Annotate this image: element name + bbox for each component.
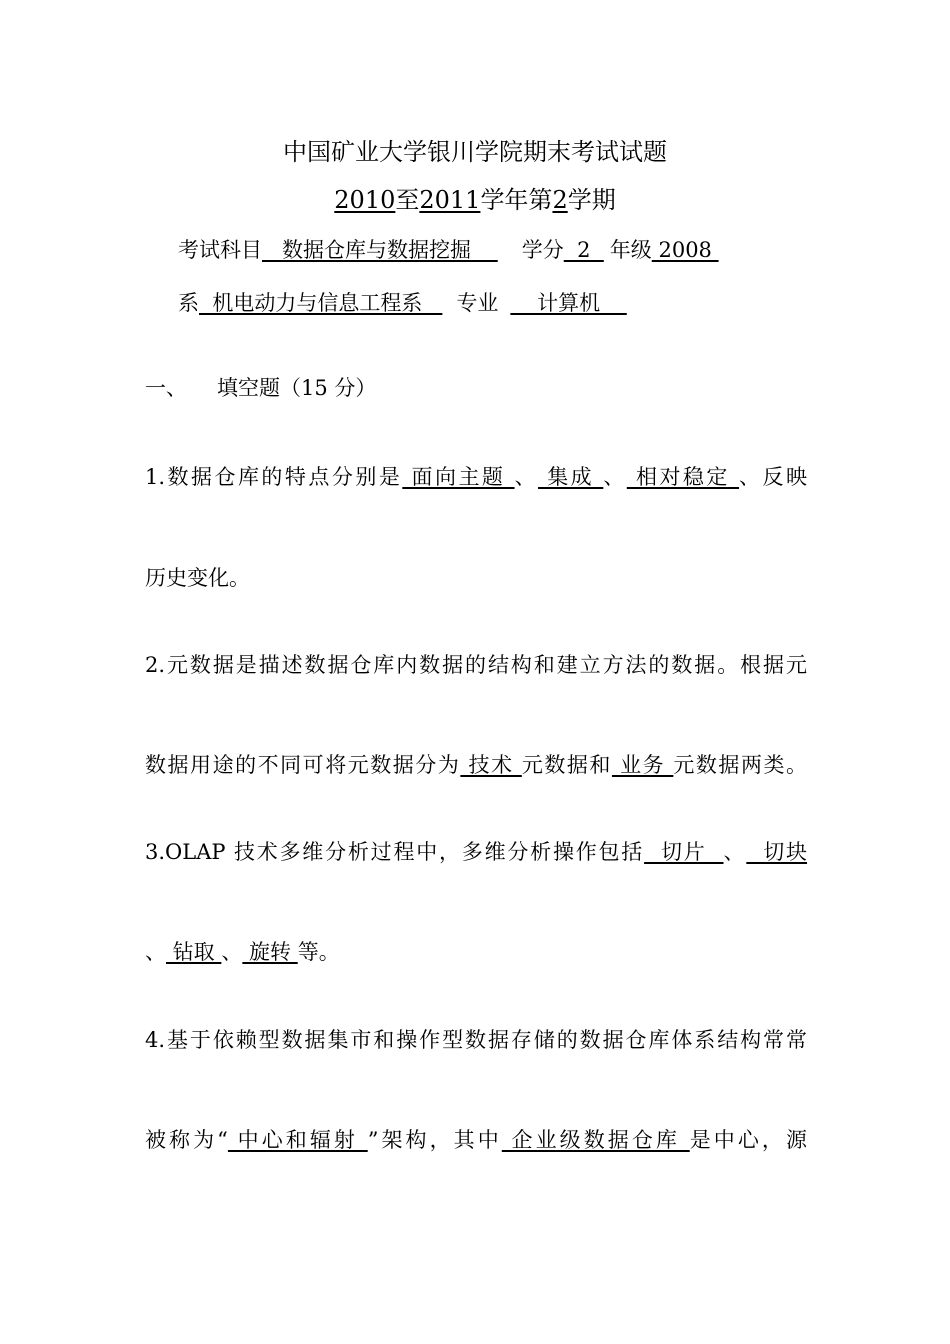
major-label: 专业 [456,291,499,315]
q3-lead: 、 [145,940,166,964]
q3-sep-2: 、 [221,940,243,964]
q4-line-2 [145,1126,807,1154]
year-to: 至 [395,186,420,214]
q1-line-1 [145,463,807,491]
q2-line-2 [145,751,807,779]
q2-answer-1: 技术 [460,753,522,777]
q1-answer-2: 集成 [538,465,604,489]
dept-value: 机电动力与信息工程系 [199,291,443,315]
q3-suffix: 等。 [297,940,340,964]
q3-answer-3: 钻取 [166,940,222,964]
term-line [0,184,950,216]
q1-prefix: 1.数据仓库的特点分别是 [145,465,403,489]
credit-value: 2 [563,238,604,262]
q4-mid: ”架构，其中 [367,1128,502,1152]
q4-prefix: 被称为“ [145,1128,228,1152]
section-title: 填空题（15 分） [217,376,377,400]
q3-line-2 [145,938,340,966]
year-end: 2011 [419,186,481,214]
q2-line-1: 2.元数据是描述数据仓库内数据的结构和建立方法的数据。根据元 [145,653,807,677]
q3-answer-2: 切块 [746,840,808,864]
q2-mid: 元数据和 [521,753,612,777]
q4-suffix: 是中心，源 [689,1128,807,1152]
q1-line-2: 历史变化。 [145,566,250,590]
major-value: 计算机 [510,291,627,315]
year-label: 学年第 [480,186,553,214]
q1-answer-1: 面向主题 [402,465,515,489]
term-number: 2 [552,186,568,214]
q4-answer-1: 中心和辐射 [227,1128,368,1152]
q2-suffix: 元数据两类。 [673,753,808,777]
q4-answer-2: 企业级数据仓库 [501,1128,690,1152]
year-start: 2010 [334,186,396,214]
q1-suffix: 、反映 [739,465,808,489]
section-number: 一、 [145,376,187,400]
subject-label: 考试科目 [178,238,262,262]
q4-line-1: 4.基于依赖型数据集市和操作型数据存储的数据仓库体系结构常常 [145,1028,807,1052]
term-label: 学期 [567,186,616,214]
subject-value: 数据仓库与数据挖掘 [262,238,498,262]
q1-sep-2: 、 [603,465,627,489]
dept-label: 系 [178,291,199,315]
q2-prefix: 数据用途的不同可将元数据分为 [145,753,461,777]
q3-sep-1: 、 [723,840,747,864]
department-info-line [178,289,627,317]
grade-value: 2008 [651,238,719,262]
q3-answer-4: 旋转 [242,940,298,964]
q3-answer-1: 切片 [644,840,724,864]
q2-answer-2: 业务 [611,753,674,777]
section-heading [145,374,376,402]
grade-label: 年级 [609,238,652,262]
q3-prefix: 3.OLAP 技术多维分析过程中，多维分析操作包括 [145,840,645,864]
q1-answer-3: 相对稳定 [626,465,740,489]
exam-title: 中国矿业大学银川学院期末考试试题 [283,138,667,166]
subject-info-line [178,236,719,264]
credit-label: 学分 [521,238,564,262]
q3-line-1 [145,838,807,866]
q1-sep-1: 、 [514,465,539,489]
